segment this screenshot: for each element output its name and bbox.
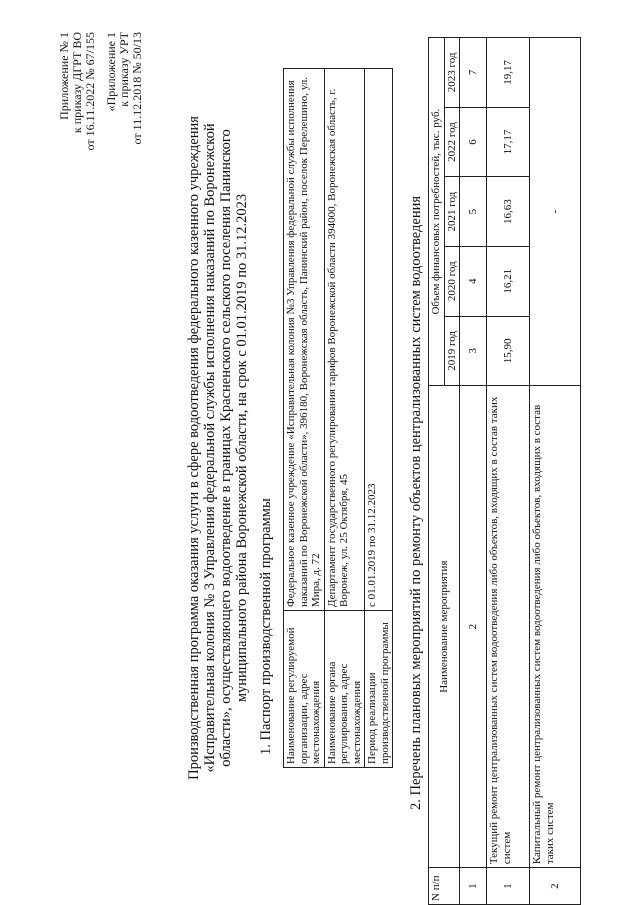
annex-block bbox=[58, 32, 144, 150]
passport-table bbox=[283, 68, 393, 768]
row-value: 19,17 bbox=[487, 38, 530, 108]
section2-heading: 2. Перечень плановых мероприятий по ремонту объектов централизованных систем водоотведения bbox=[408, 195, 424, 810]
index-cell: 7 bbox=[460, 38, 487, 108]
passport-value: Департамент государственного регулирования тарифов Воронежской области 394000, Воронежская область, г. Воронеж, ул. 25 Октября, 45 bbox=[324, 69, 365, 611]
plan-header-row bbox=[429, 38, 445, 905]
section1-heading: 1. Паспорт производственной программы bbox=[258, 498, 274, 755]
plan-index-row bbox=[460, 38, 487, 905]
row-num: 1 bbox=[487, 868, 530, 905]
passport-row bbox=[284, 69, 325, 768]
passport-row bbox=[365, 69, 393, 768]
row-value: 16,21 bbox=[487, 246, 530, 316]
col-num-header: N п/п bbox=[429, 868, 460, 905]
index-cell: 1 bbox=[460, 868, 487, 905]
year-header: 2020 год bbox=[444, 246, 460, 316]
annex-line: от 16.11.2022 № 67/155 bbox=[83, 32, 97, 151]
index-cell: 4 bbox=[460, 246, 487, 316]
passport-label: Наименование органа регулирования, адрес местонахождения bbox=[324, 611, 365, 768]
year-header: 2023 год bbox=[444, 38, 460, 108]
index-cell: 2 bbox=[460, 386, 487, 868]
passport-value: с 01.01.2019 по 31.12.2023 bbox=[365, 69, 393, 611]
row-name: Текущий ремонт централизованных систем водоотведения либо объектов, входящих в состав таких систем bbox=[487, 386, 530, 868]
row-value: 15,90 bbox=[487, 316, 530, 386]
row-value: 16,63 bbox=[487, 177, 530, 247]
index-cell: 3 bbox=[460, 316, 487, 386]
annex-line: от 11.12.2018 № 50/13 bbox=[130, 32, 144, 145]
row-merged-value: - bbox=[530, 38, 581, 386]
year-header: 2021 год bbox=[444, 177, 460, 247]
row-num: 2 bbox=[530, 868, 581, 905]
title-line: Производственная программа оказания услуги в сфере водоотведения федерального казенного учреждения bbox=[186, 116, 202, 780]
annex-line: Приложение № 1 bbox=[57, 32, 71, 120]
annex-line: к приказу УРТ bbox=[117, 32, 131, 107]
row-name: Капитальный ремонт централизованных систем водоотведения либо объектов, входящих в состав таких систем bbox=[530, 386, 581, 868]
plan-row bbox=[487, 38, 530, 905]
plan-row bbox=[530, 38, 581, 905]
annex-line: к приказу ДГРТ ВО bbox=[70, 32, 84, 134]
col-name-header: Наименование мероприятия bbox=[429, 386, 460, 868]
passport-label: Наименование регулируемой организации, адрес местонахождения bbox=[284, 611, 325, 768]
passport-value: Федеральное казенное учреждение «Исправительная колония №3 Управления федеральной службы исполнения наказаний по Воронежской области», 396180, Воронежская область, Панинский район, поселок Перелешино, ул. Мира, д. 72 bbox=[284, 69, 325, 611]
title-line: области», осуществляющего водоотведение в границах Красненского сельского поселения Панинского bbox=[218, 129, 234, 767]
col-volume-header: Объем финансовых потребностей, тыс. руб. bbox=[429, 38, 445, 386]
title-line: «Исправительная колония № 3 Управления федеральной службы исполнения наказаний по Воронежской bbox=[202, 123, 218, 773]
passport-row bbox=[324, 69, 365, 768]
index-cell: 5 bbox=[460, 177, 487, 247]
year-header: 2022 год bbox=[444, 107, 460, 177]
row-value: 17,17 bbox=[487, 107, 530, 177]
plan-table bbox=[428, 37, 581, 905]
title-line: муниципального района Воронежской области, на срок с 01.01.2019 по 31.12.2023 bbox=[234, 193, 250, 703]
document-title bbox=[186, 103, 250, 793]
annex-line: «Приложение 1 bbox=[104, 32, 118, 112]
index-cell: 6 bbox=[460, 107, 487, 177]
year-header: 2019 год bbox=[444, 316, 460, 386]
passport-label: Период реализации производственной программы bbox=[365, 611, 393, 768]
